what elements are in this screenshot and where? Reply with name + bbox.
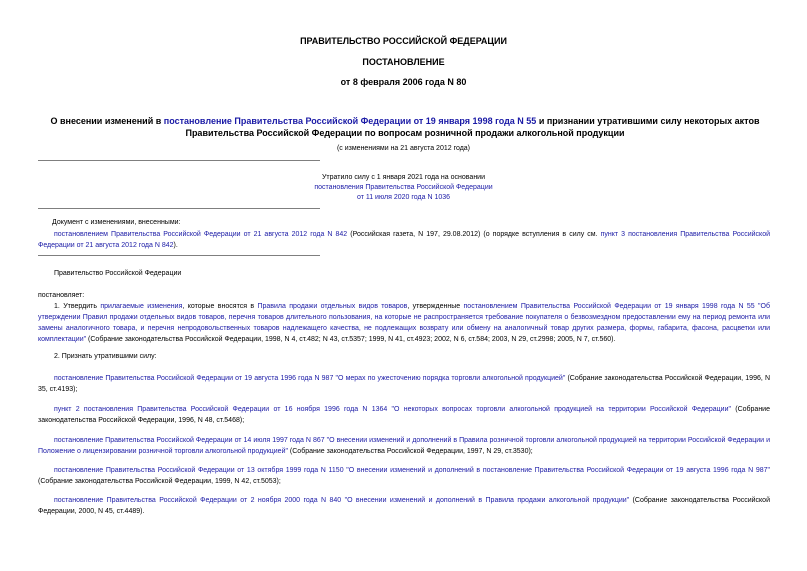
title-suffix: и признании утратившими силу некоторых актов Правительства Российской Федерации по вопросам розничной продажи алкогольной продукции: [185, 116, 760, 138]
p1-text: 1. Утвердить: [54, 303, 101, 310]
changes-label: Документ с изменениями, внесенными:: [52, 219, 181, 226]
link-resolution-55[interactable]: постановлением Правительства Российской Федерации от 19 января 1998 года N 55 "Об утверждении Правил продажи отдельных видов товаров, перечня товаров длительного пользования, на которые не распространяется требование покупателя о безвозмездном предоставлении ему на период ремонта или замены аналогичного товара, и перечня непродовольственных товаров надлежащего качества, не подлежащих возврату или обмену на аналогичный товар других размера, формы, габарита, фасона, расцветки или комплектации": [38, 303, 770, 343]
divider: [38, 255, 320, 256]
changes-link-point3[interactable]: пункт 3 постановления Правительства Российской Федерации от 21 августа 2012 года N 842: [38, 231, 770, 249]
list-item-text: (Собрание законодательства Российской Федерации, 1997, N 29, ст.3530);: [287, 448, 533, 455]
divider: [38, 208, 320, 209]
list-item-link[interactable]: постановление Правительства Российской Федерации от 13 октября 1999 года N 1150 "О внесении изменений и дополнений в постановление Правительства Российской Федерации от 19 августа 1996 года N 987": [54, 467, 770, 474]
link-approved-changes[interactable]: прилагаемые изменения: [100, 303, 183, 310]
link-sales-rules[interactable]: Правила продажи отдельных видов товаров: [257, 303, 408, 310]
document-date: от 8 февраля 2006 года N 80: [340, 77, 467, 87]
expired-link-line2[interactable]: от 11 июля 2020 года N 1036: [356, 194, 451, 201]
list-item-link[interactable]: постановление Правительства Российской Федерации от 2 ноября 2000 года N 840 "О внесении изменений и дополнений в Правила продажи алкогольной продукции": [54, 497, 630, 504]
changes-paragraph: [38, 229, 770, 251]
revision-note: (с изменениями на 21 августа 2012 года): [336, 145, 471, 152]
list-item-link[interactable]: постановление Правительства Российской Федерации от 19 августа 1996 года N 987 "О мерах по ужесточению порядка торговли алкогольной продукцией": [54, 375, 566, 382]
decides-line: постановляет:: [38, 292, 85, 299]
list-item-link[interactable]: постановление Правительства Российской Федерации от 14 июля 1997 года N 867 "О внесении изменений и дополнений в Правила розничной торговли алкогольной продукцией на территории Российской Федерации и Положение о лицензировании розничной торговли алкогольной продукцией": [38, 437, 770, 455]
changes-link-842[interactable]: постановлением Правительства Российской Федерации от 21 августа 2012 года N 842: [54, 231, 348, 238]
changes-text: (Российская газета, N 197, 29.08.2012) (о порядке вступления в силу см.: [347, 231, 601, 238]
list-item: [38, 373, 770, 395]
p1-text: , которые вносятся в: [182, 303, 258, 310]
title-prefix: О внесении изменений в: [50, 116, 164, 126]
government-heading: ПРАВИТЕЛЬСТВО РОССИЙСКОЙ ФЕДЕРАЦИИ: [300, 36, 507, 46]
paragraph-2: 2. Признать утратившими силу:: [54, 353, 157, 360]
list-item-text: (Собрание законодательства Российской Федерации, 2000, N 45, ст.4489).: [38, 497, 770, 515]
paragraph-1: [38, 301, 770, 345]
divider: [38, 160, 320, 161]
changes-text-end: ).: [173, 242, 178, 249]
list-item: [38, 495, 770, 517]
government-line: Правительство Российской Федерации: [54, 270, 182, 277]
list-item-link[interactable]: пункт 2 постановления Правительства Российской Федерации от 16 ноября 1996 года N 1364 "О некоторых вопросах торговли алкогольной продукцией на территории Российской Федерации": [54, 406, 731, 413]
list-item-text: (Собрание законодательства Российской Федерации, 1999, N 42, ст.5053);: [38, 478, 281, 485]
list-item-text: (Собрание законодательства Российской Федерации, 1996, N 35, ст.4193);: [38, 375, 771, 393]
list-item: [38, 435, 770, 457]
p1-text: , утвержденные: [407, 303, 464, 310]
list-item: [38, 465, 770, 487]
document-type: ПОСТАНОВЛЕНИЕ: [362, 57, 445, 67]
document-title: [40, 115, 770, 139]
list-item: [38, 404, 770, 426]
expired-link-line1[interactable]: постановления Правительства Российской Федерации: [314, 184, 493, 191]
expired-note: Утратило силу с 1 января 2021 года на основании: [321, 174, 486, 181]
p1-text: (Собрание законодательства Российской Федерации, 1998, N 4, ст.482; N 43, ст.5357; 1999, N 41, ст.4923; 2002, N 6, ст.584; 2003, N 29, ст.2998; 2005, N 7, ст.560).: [86, 336, 616, 343]
title-link-resolution-55[interactable]: постановление Правительства Российской Федерации от 19 января 1998 года N 55: [163, 116, 537, 126]
list-item-text: (Собрание законодательства Российской Федерации, 1996, N 48, ст.5468);: [38, 406, 770, 424]
